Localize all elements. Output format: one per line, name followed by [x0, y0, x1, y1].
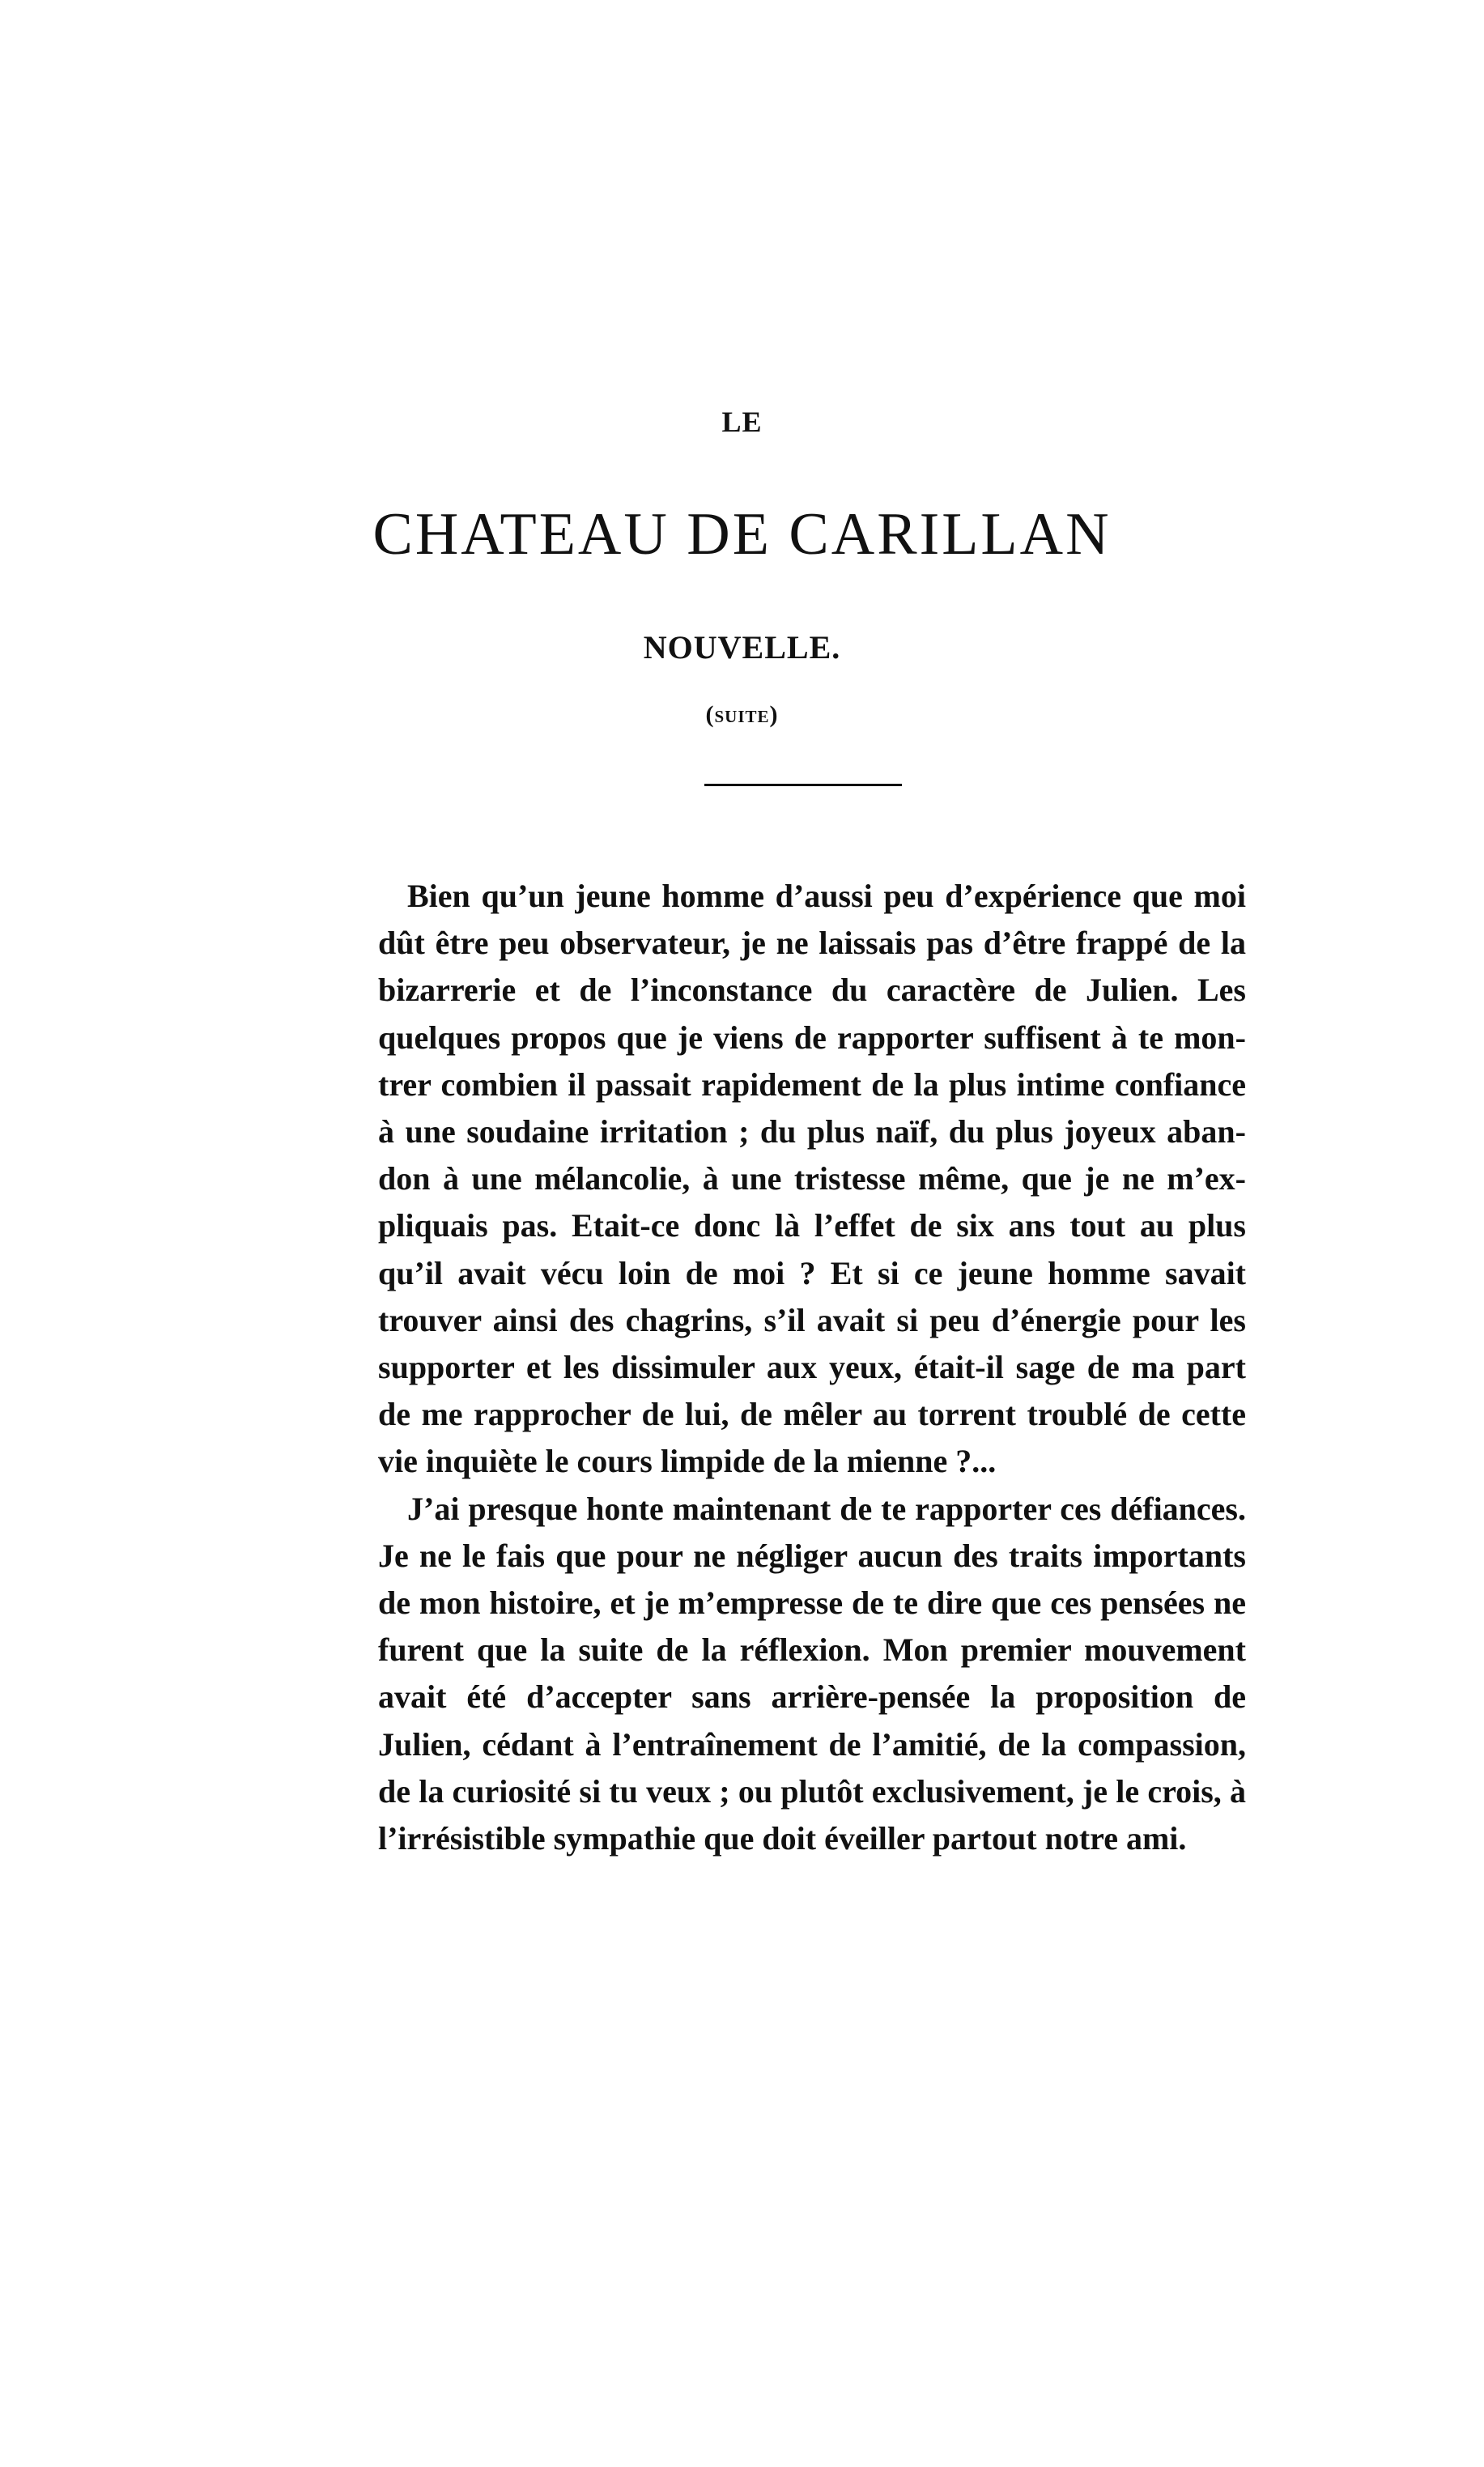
page-title: CHATEAU DE CARILLAN: [372, 501, 1112, 568]
body-text: [378, 873, 1246, 1862]
title-divider: [704, 784, 902, 786]
title-article: LE: [721, 406, 763, 438]
continuation-label: (suite): [705, 701, 779, 728]
genre-subtitle: NOUVELLE.: [643, 629, 841, 666]
paragraph-2: J’ai presque honte maintenant de te rapporter ces défiances. Je ne le fais que pour ne négliger aucun des traits importants de mon histoire, et je m’empresse de te dire que ces pensées ne furent que la suite de la réflexion. Mon premier mouvement avait été d’accepter sans arrière-pensée la proposition de Julien, cédant à l’entraînement de l’amitié, de la compassion, de la curiosité si tu veux ; ou plutôt exclusivement, je le crois, à l’irrésistible sympathie que doit éveiller partout notre ami.: [378, 1490, 1246, 1857]
paragraph-1: Bien qu’un jeune homme d’aussi peu d’expérience que moi dût être peu observateur, je ne laissais pas d’être frappé de la bizarrerie et de l’inconstance du caractère de Julien. Les quelques propos que je viens de rapporter suffisent à te montrer combien il passait rapidement de la plus intime confiance à une soudaine irritation ; du plus naïf, du plus joyeux abandon à une mélancolie, à une tristesse même, que je ne m’expliquais pas. Etait-ce donc là l’effet de six ans tout au plus qu’il avait vécu loin de moi ? Et si ce jeune homme savait trouver ainsi des chagrins, s’il avait si peu d’énergie pour les supporter et les dissimuler aux yeux, était-il sage de ma part de me rapprocher de lui, de mêler au torrent troublé de cette vie inquiète le cours limpide de la mienne ?...: [378, 878, 1246, 1480]
